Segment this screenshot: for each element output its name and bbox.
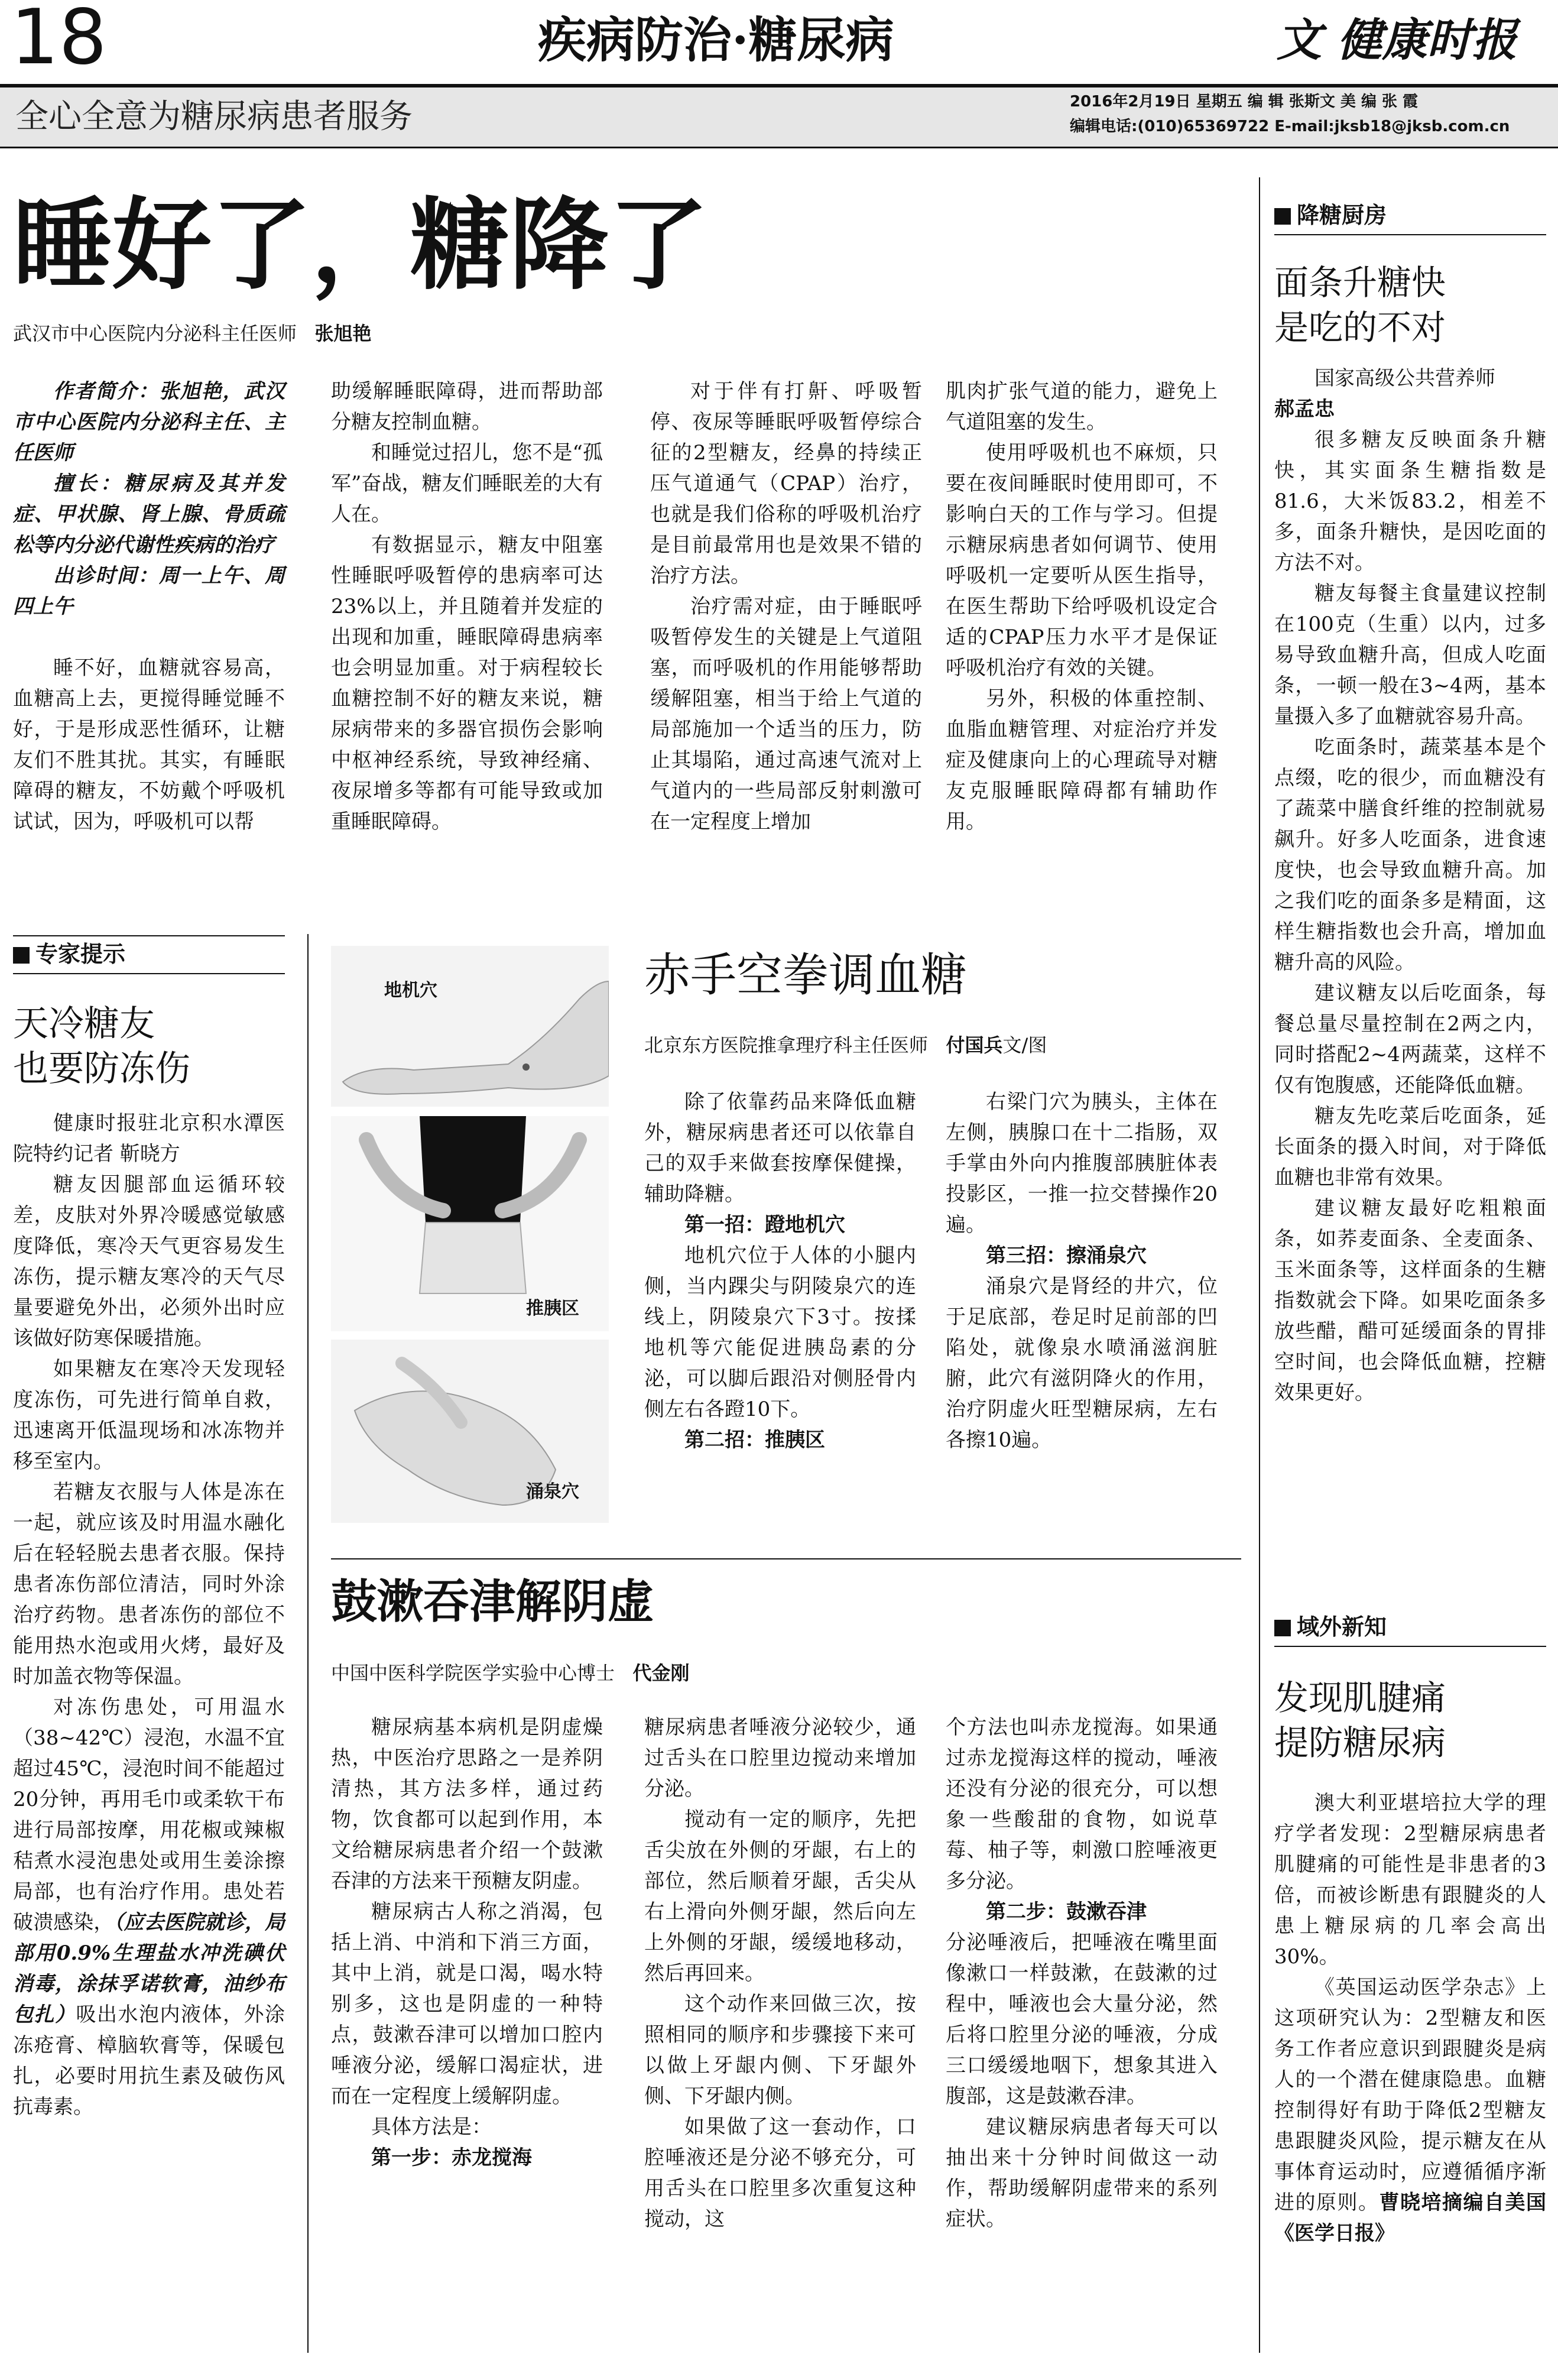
masthead-rule-bottom xyxy=(0,147,1558,148)
main-col4-p2: 使用呼吸机也不麻烦，只要在夜间睡眠时使用即可，不影响白天的工作与学习。但提示糖尿病患者如何调节、使用呼吸机一定要听从医生指导，在医生帮助下给呼吸机设定合适的CPAP压力水平才是保证呼吸机治疗有效的关键。 xyxy=(946,441,1218,680)
fist-p1: 除了依靠药品来降低血糖外，糖尿病患者还可以依靠自己的双手来做套按摩保健操，辅助降糖。 xyxy=(644,1090,916,1206)
expert-tip-p1: 糖友因腿部血运循环较差，皮肤对外界冷暖感觉敏感度降低，寒冷天气更容易发生冻伤，提示糖友寒冷的天气尽量要避免外出，必须外出时应该做好防寒保暖措施。 xyxy=(13,1173,285,1350)
right-column-rule xyxy=(1259,177,1260,2353)
kitchen-p5: 糖友先吃菜后吃面条，延长面条的摄入时间，对于降低血糖也非常有效果。 xyxy=(1274,1104,1546,1189)
abroad-p7: 澳大利亚堪培拉大学的理疗学者发现：2型糖尿病患者肌腱痛的可能性是非患者的3倍，而被诊断患有跟腱炎的人患上糖尿病的几率会高出30%。 xyxy=(1274,1791,1546,1969)
profile-text-3: 周一上午、周四上午 xyxy=(13,564,285,618)
gushu-headline: 鼓漱吞津解阴虚 xyxy=(331,1575,654,1629)
fist-col-1 xyxy=(644,1087,916,1455)
main-col2-p1: 助缓解睡眠障碍，进而帮助部分糖友控制血糖。 xyxy=(331,380,603,434)
main-headline: 睡好了，糖降了 xyxy=(13,186,708,303)
gushu-step1-head: 第一步：赤龙搅海 xyxy=(371,2146,532,2170)
fist-col-2 xyxy=(946,1087,1218,1455)
gushu-p4: 糖尿病患者唾液分泌较少，通过舌头在口腔里边搅动来增加分泌。 xyxy=(644,1716,916,1801)
photo-caption-3: 涌泉穴 xyxy=(526,1481,579,1502)
kitchen-rule xyxy=(1274,234,1546,235)
fist-headline: 赤手空拳调血糖 xyxy=(644,949,968,1002)
photo-caption-1: 地机穴 xyxy=(384,980,437,1001)
kitchen-byline: 国家高级公共营养师 xyxy=(1314,367,1495,390)
expert-tip-p4 xyxy=(13,1692,285,2122)
expert-tip-headline-2: 也要防冻伤 xyxy=(13,1048,190,1090)
expert-tip-p2: 如果糖友在寒冷天发现轻度冻伤，可先进行简单自救，迅速离开低温现场和冰冻物并移至室内。 xyxy=(13,1357,285,1473)
main-col-3 xyxy=(650,376,922,837)
gushu-byline-name: 代金刚 xyxy=(632,1662,690,1684)
fist-step2: 第二招：推胰区 xyxy=(684,1428,825,1452)
profile-label-2: 擅长： xyxy=(53,472,124,495)
abroad-headline-b: 提防糖尿病 xyxy=(1274,1723,1446,1763)
fist-byline-name: 付国兵 xyxy=(946,1034,1003,1056)
kitchen-p6: 建议糖友最好吃粗粮面条，如荞麦面条、全麦面条、玉米面条等，这样面条的生糖指数就会下降。如果吃面条多放些醋，醋可延缓面条的胃排空时间，也会降低血糖，控糖效果更好。 xyxy=(1274,1197,1546,1405)
main-col3-p1: 对于伴有打鼾、呼吸暂停、夜尿等睡眠呼吸暂停综合征的2型糖友，经鼻的持续正压气道通气（CPAP）治疗，也就是我们俗称的呼吸机治疗是目前最常用也是效果不错的治疗方法。 xyxy=(650,380,922,588)
abroad-signature: 曹晓培摘编自美国《医学日报》 xyxy=(1274,2191,1546,2245)
abroad-p8-text: 《英国运动医学杂志》上这项研究认为：2型糖友和医务工作者应意识到跟腱炎是病人的一个潜在健康隐患。血糖控制得好有助于降低2型糖友患跟腱炎风险，提示糖友在从事体育运动时，应遵循循序渐进的原则。 xyxy=(1274,1976,1546,2214)
expert-tip-label: 专家提示 xyxy=(13,940,125,968)
gushu-p5: 搅动有一定的顺序，先把舌尖放在外侧的牙龈，右上的部位，然后顺着牙龈，舌尖从右上滑向外侧牙龈，然后向左上外侧的牙龈，缓缓地移动，然后再回来。 xyxy=(644,1808,916,1985)
gushu-p1: 糖尿病基本病机是阴虚燥热，中医治疗思路之一是养阴清热，其方法多样，通过药物，饮食都可以起到作用，本文给糖尿病患者介绍一个鼓漱吞津的方法来干预糖友阴虚。 xyxy=(331,1716,603,1893)
fist-p3: 右梁门穴为胰头，主体在左侧，胰腺口在十二指肠，双手掌由外向内推腹部胰脏体表投影区，一推一拉交替操作20遍。 xyxy=(946,1090,1218,1237)
kitchen-byline-name: 郝孟忠 xyxy=(1274,397,1335,421)
expert-tip-rule-2 xyxy=(13,973,285,974)
gushu-rule xyxy=(331,1558,1241,1559)
expert-tip-body xyxy=(13,1108,285,2122)
profile-label-1: 作者简介： xyxy=(53,380,159,403)
main-col-4 xyxy=(946,376,1218,837)
main-col4-p1: 肌肉扩张气道的能力，避免上气道阻塞的发生。 xyxy=(946,380,1218,434)
expert-tip-headline-1: 天冷糖友 xyxy=(13,1003,155,1045)
fist-byline xyxy=(644,1032,1047,1058)
gushu-col-2 xyxy=(644,1712,916,2235)
kitchen-body xyxy=(1274,363,1546,1408)
fist-step3: 第三招：擦涌泉穴 xyxy=(986,1244,1147,1267)
fist-step1: 第一招：蹬地机穴 xyxy=(684,1213,845,1237)
kitchen-p2: 糖友每餐主食量建议控制在100克（生重）以内，过多易导致血糖升高，但成人吃面条，一顿一般在3~4两，基本量摄入多了血糖就容易升高。 xyxy=(1274,582,1546,728)
leg-illustration xyxy=(331,946,609,1107)
main-byline-org: 武汉市中心医院内分泌科主任医师 xyxy=(13,322,297,345)
date-line: 2016年2月19日 星期五 编 辑 张斯文 美 编 张 霞 xyxy=(1070,93,1419,111)
expert-tip-p4-end: 吸出水泡内液体，外涂冻疮膏、樟脑软膏等，保暖包扎，必要时用抗生素及破伤风抗毒素。 xyxy=(13,2003,285,2119)
gushu-p2: 糖尿病古人称之消渴，包括上消、中消和下消三方面，其中上消，就是口渴，喝水特别多，这也是阴虚的一种特点，鼓漱吞津可以增加口腔内唾液分泌，缓解口渴症状，进而在一定程度上缓解阴虚。 xyxy=(331,1900,603,2108)
kitchen-headline-a: 面条升糖快 xyxy=(1274,262,1446,303)
expert-tip-intro: 健康时报驻北京积水潭医院特约记者 靳晓方 xyxy=(13,1111,285,1166)
main-col3-p2: 治疗需对症，由于睡眠呼吸暂停发生的关键是上气道阻塞，而呼吸机的作用能够帮助缓解阻塞，相当于给上气道的局部施加一个适当的压力，防止其塌陷，通过高速气流对上气道内的一些局部反射刺激可在一定程度上增加 xyxy=(650,595,922,834)
photo-pancreas-zone xyxy=(331,1116,609,1331)
main-byline-name: 张旭艳 xyxy=(314,322,372,345)
gushu-p8: 个方法也叫赤龙搅海。如果通过赤龙搅海这样的搅动，唾液还没有分泌的很充分，可以想象一些酸甜的食物，如说草莓、柚子等，刺激口腔唾液更多分泌。 xyxy=(946,1716,1218,1893)
abroad-body xyxy=(1274,1788,1546,2249)
fist-p2: 地机穴位于人体的小腿内侧，当内踝尖与阴陵泉穴的连线上，阴陵泉穴下3寸。按揉地机等穴能促进胰岛素的分泌，可以脚后跟沿对侧胫骨内侧左右各蹬10下。 xyxy=(644,1244,916,1421)
kitchen-p1: 很多糖友反映面条升糖快，其实面条生糖指数是81.6，大米饭83.2，相差不多，面条升糖快，是因吃面的方法不对。 xyxy=(1274,428,1546,575)
fist-byline-org: 北京东方医院推拿理疗科主任医师 xyxy=(644,1034,929,1056)
kitchen-p3: 吃面条时，蔬菜基本是个点缀，吃的很少，而血糖没有了蔬菜中膳食纤维的控制就易飙升。好多人吃面条，进食速度快，也会导致血糖升高。加之我们吃的面条多是精面，这样生糖指数也会升高，增加血糖升高的风险。 xyxy=(1274,735,1546,974)
profile-text-2: 糖尿病及其并发症、甲状腺、肾上腺、骨质疏松等内分泌代谢性疾病的治疗 xyxy=(13,472,285,557)
kitchen-label: 降糖厨房 xyxy=(1274,201,1387,229)
gushu-col-3 xyxy=(946,1712,1218,2235)
gushu-col-1 xyxy=(331,1712,603,2173)
gushu-p9: 分泌唾液后，把唾液在嘴里面像漱口一样鼓漱，在鼓漱的过程中，唾液也会大量分泌，然后将口腔里分泌的唾液，分成三口缓缓地咽下，想象其进入腹部，这是鼓漱吞津。 xyxy=(946,1931,1218,2108)
profile-text-1: 张旭艳，武汉市中心医院内分泌科主任、主任医师 xyxy=(13,380,285,465)
expert-tip-rule xyxy=(13,935,285,936)
fist-p4: 涌泉穴是肾经的井穴，位于足底部，卷足时足前部的凹陷处，就像泉水喷涌滋润脏腑，此穴有滋阴降火的作用，治疗阴虚火旺型糖尿病，左右各擦10遍。 xyxy=(946,1275,1218,1452)
gushu-p3: 具体方法是： xyxy=(371,2115,492,2139)
fist-byline-suffix: 文/图 xyxy=(1002,1034,1047,1056)
photo-diji-point xyxy=(331,946,609,1107)
slogan: 全心全意为糖尿病患者服务 xyxy=(15,98,413,136)
main-col4-p3: 另外，积极的体重控制、血脂血糖管理、对症治疗并发症及健康向上的心理疏导对糖友克服睡眠障碍都有辅助作用。 xyxy=(946,687,1218,834)
section-title: 疾病防治·糖尿病 xyxy=(538,12,894,69)
left-column-rule xyxy=(307,934,309,2353)
gushu-p6: 这个动作来回做三次，按照相同的顺序和步骤接下来可以做上牙龈内侧、下牙龈外侧、下牙龈内侧。 xyxy=(644,1992,916,2108)
main-col2-p3: 有数据显示，糖友中阻塞性睡眠呼吸暂停的患病率可达23%以上，并且随着并发症的出现和加重，睡眠障碍患病率也会明显加重。对于病程较长血糖控制不好的糖友来说，糖尿病带来的多器官损伤会影响中枢神经系统，导致神经痛、夜尿增多等都有可能导致或加重睡眠障碍。 xyxy=(331,533,603,834)
kitchen-p4: 建议糖友以后吃面条，每餐总量尽量控制在2两之内，同时搭配2~4两蔬菜，这样不仅有饱腹感，还能降低血糖。 xyxy=(1274,981,1546,1097)
contact-line: 编辑电话:(010)65369722 E-mail:jksb18@jksb.com.cn xyxy=(1070,118,1510,135)
abroad-headline-a: 发现肌腱痛 xyxy=(1274,1678,1446,1718)
profile-label-3: 出诊时间： xyxy=(53,564,159,588)
kitchen-headline-b: 是吃的不对 xyxy=(1274,307,1446,348)
main-col-2 xyxy=(331,376,603,837)
photo-caption-2: 推胰区 xyxy=(526,1298,579,1319)
gushu-p7: 如果做了这一套动作，口腔唾液还是分泌不够充分，可用舌头在口腔里多次重复这种搅动，这 xyxy=(644,2115,916,2231)
main-byline xyxy=(13,320,372,346)
gushu-byline xyxy=(331,1660,690,1686)
main-col-1 xyxy=(13,376,285,837)
expert-tip-p4-text: 对冻伤患处，可用温水（38~42℃）浸泡，水温不宜超过45℃，浸泡时间不能超过20分钟，再用毛巾或柔软干布进行局部按摩，用花椒或辣椒秸煮水浸泡患处或用生姜涂擦局部，也有治疗作用。患处若破溃感染， xyxy=(13,1695,285,1934)
abroad-p8 xyxy=(1274,1972,1546,2249)
gushu-byline-org: 中国中医科学院医学实验中心博士 xyxy=(331,1662,615,1684)
gushu-step2-head: 第二步：鼓漱吞津 xyxy=(986,1900,1147,1924)
photo-yongquan-point xyxy=(331,1340,609,1523)
gushu-p10: 建议糖尿病患者每天可以抽出来十分钟时间做这一动作，帮助缓解阴虚带来的系列症状。 xyxy=(946,2115,1218,2231)
main-col2-p2: 和睡觉过招儿，您不是“孤军”奋战，糖友们睡眠差的大有人在。 xyxy=(331,441,603,526)
abroad-rule xyxy=(1274,1646,1546,1647)
page-number: 18 xyxy=(11,0,107,82)
abroad-label: 域外新知 xyxy=(1274,1613,1387,1641)
newspaper-logo: 文 健康时报 xyxy=(1277,14,1517,66)
main-col1-p1: 睡不好，血糖就容易高，血糖高上去，更搅得睡觉睡不好，于是形成恶性循环，让糖友们不胜其扰。其实，有睡眠障碍的糖友，不妨戴个呼吸机试试，因为，呼吸机可以帮 xyxy=(13,656,285,834)
expert-tip-p3: 若糖友衣服与人体是冻在一起，就应该及时用温水融化后在轻轻脱去患者衣服。保持患者冻伤部位清洁，同时外涂治疗药物。患者冻伤的部位不能用热水泡或用火烤，最好及时加盖衣物等保温。 xyxy=(13,1480,285,1688)
expert-tip-p4-note: （应去医院就诊，局部用0.9%生理盐水冲洗碘伏消毒，涂抹孚诺软膏，油纱布包扎） xyxy=(13,1911,285,2026)
